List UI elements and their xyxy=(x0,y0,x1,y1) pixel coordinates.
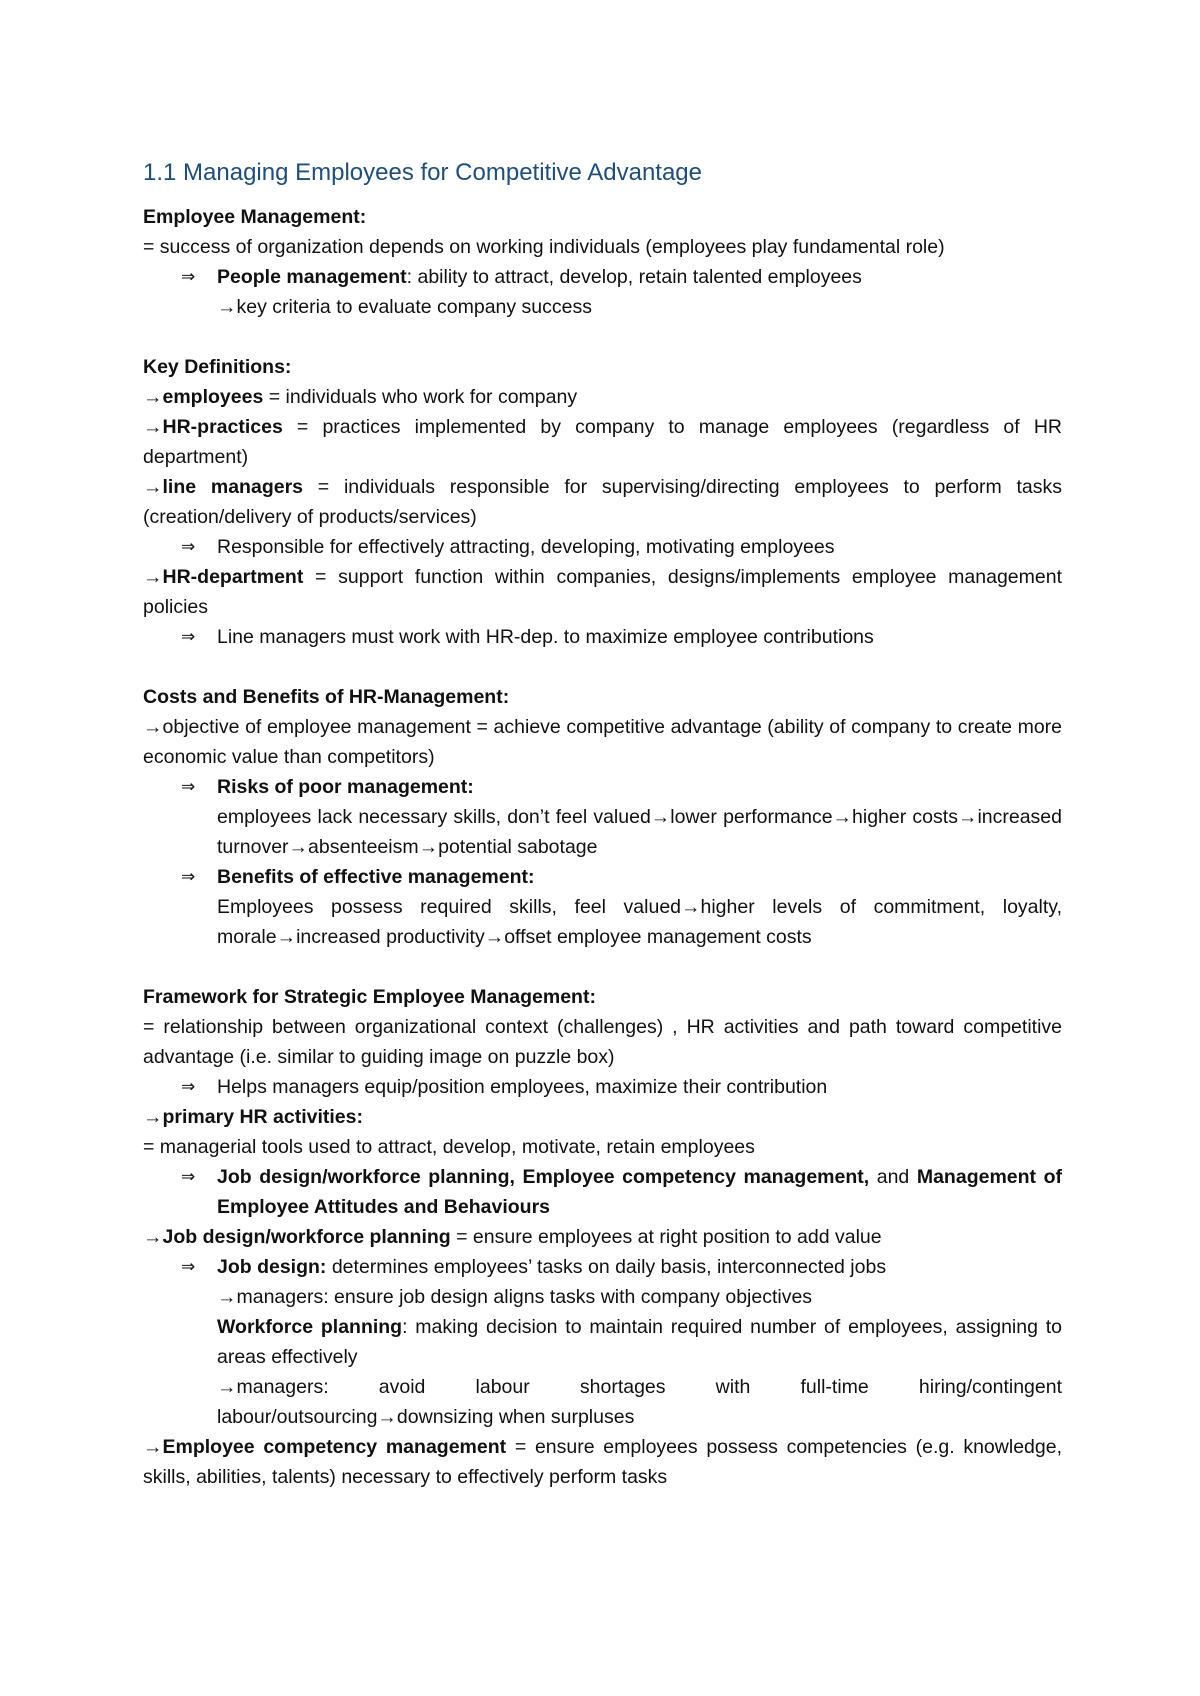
paragraph: = managerial tools used to attract, develop, motivate, retain employees xyxy=(143,1136,755,1158)
implication-item: ⇒ Risks of poor management: xyxy=(143,772,1062,802)
page-title: 1.1 Managing Employees for Competitive Advantage xyxy=(143,159,702,186)
implication-item: ⇒ Benefits of effective management: xyxy=(143,862,1062,892)
arrow-icon: → xyxy=(217,1376,237,1398)
definition-item: →HR-practices = practices implemented by company to manage employees (regardless of HR department) xyxy=(143,416,1062,468)
term-text: : ability to attract, develop, retain talented employees xyxy=(406,266,862,288)
definition-item: →employees = individuals who work for company xyxy=(143,386,578,408)
implication-item: ⇒ Line managers must work with HR-dep. to maximize employee contributions xyxy=(143,622,1062,652)
subheading: →primary HR activities: xyxy=(143,1106,363,1128)
arrow-icon: → xyxy=(143,416,163,438)
sub-item: →key criteria to evaluate company success xyxy=(217,296,592,318)
sub-item: →managers: avoid labour shortages with full-time hiring/contingent labour/outsourcing→downsizing when surpluses xyxy=(217,1376,1062,1428)
implies-icon: ⇒ xyxy=(181,1167,196,1186)
implication-detail: employees lack necessary skills, don’t feel valued→lower performance→higher costs→increased turnover→absenteeism→potential sabotage xyxy=(217,806,1062,858)
section-key-definitions xyxy=(143,352,1062,652)
implication-item: ⇒ Responsible for effectively attracting, developing, motivating employees xyxy=(143,532,1062,562)
arrow-icon: → xyxy=(143,1226,163,1248)
implies-icon: ⇒ xyxy=(181,867,196,886)
implication-item: ⇒ Job design: determines employees’ tasks on daily basis, interconnected jobs xyxy=(143,1252,1062,1282)
arrow-icon: → xyxy=(143,476,163,498)
arrow-icon: → xyxy=(143,566,163,588)
paragraph: = success of organization depends on working individuals (employees play fundamental role) xyxy=(143,236,945,258)
term: People management xyxy=(217,266,407,288)
definition-item: →HR-department = support function within companies, designs/implements employee management policies xyxy=(143,566,1062,618)
definition-item: →Job design/workforce planning = ensure employees at right position to add value xyxy=(143,1226,882,1248)
implication-item xyxy=(143,262,1062,292)
implies-icon: ⇒ xyxy=(181,537,196,556)
implication-detail: Employees possess required skills, feel valued→higher levels of commitment, loyalty, morale→increased productivity→offset employee management costs xyxy=(217,896,1062,948)
implies-icon: ⇒ xyxy=(181,1077,196,1096)
sub-item: Workforce planning: making decision to maintain required number of employees, assigning to areas effectively xyxy=(217,1316,1062,1368)
section-heading: Costs and Benefits of HR-Management: xyxy=(143,686,510,708)
arrow-icon: → xyxy=(143,386,163,408)
section-framework xyxy=(143,982,1062,1492)
arrow-icon: → xyxy=(217,1286,237,1308)
implies-icon: ⇒ xyxy=(181,267,196,286)
section-heading: Key Definitions: xyxy=(143,356,292,378)
arrow-icon: → xyxy=(217,296,237,318)
implies-icon: ⇒ xyxy=(181,1257,196,1276)
arrow-icon: → xyxy=(143,1436,163,1458)
section-heading: Employee Management: xyxy=(143,206,367,228)
paragraph: = relationship between organizational context (challenges) , HR activities and path toward competitive advantage (i.e. similar to guiding image on puzzle box) xyxy=(143,1016,1062,1068)
definition-item: →line managers = individuals responsible for supervising/directing employees to perform tasks (creation/delivery of products/services) xyxy=(143,476,1063,528)
section-costs-benefits xyxy=(143,682,1062,952)
implication-item: ⇒ Helps managers equip/position employees, maximize their contribution xyxy=(143,1072,1062,1102)
sub-item: →managers: ensure job design aligns tasks with company objectives xyxy=(217,1286,813,1308)
implies-icon: ⇒ xyxy=(181,627,196,646)
section-employee-management xyxy=(143,202,1062,322)
implies-icon: ⇒ xyxy=(181,777,196,796)
arrow-icon: → xyxy=(143,716,163,738)
implication-item: ⇒ Job design/workforce planning, Employee competency management, and Management of Employee Attitudes and Behaviours xyxy=(143,1162,1062,1222)
section-heading: Framework for Strategic Employee Management: xyxy=(143,986,596,1008)
arrow-icon: → xyxy=(143,1106,163,1128)
paragraph: →objective of employee management = achieve competitive advantage (ability of company to create more economic value than competitors) xyxy=(143,716,1062,768)
definition-item: →Employee competency management = ensure employees possess competencies (e.g. knowledge, skills, abilities, talents) necessary to effectively perform tasks xyxy=(143,1436,1062,1488)
